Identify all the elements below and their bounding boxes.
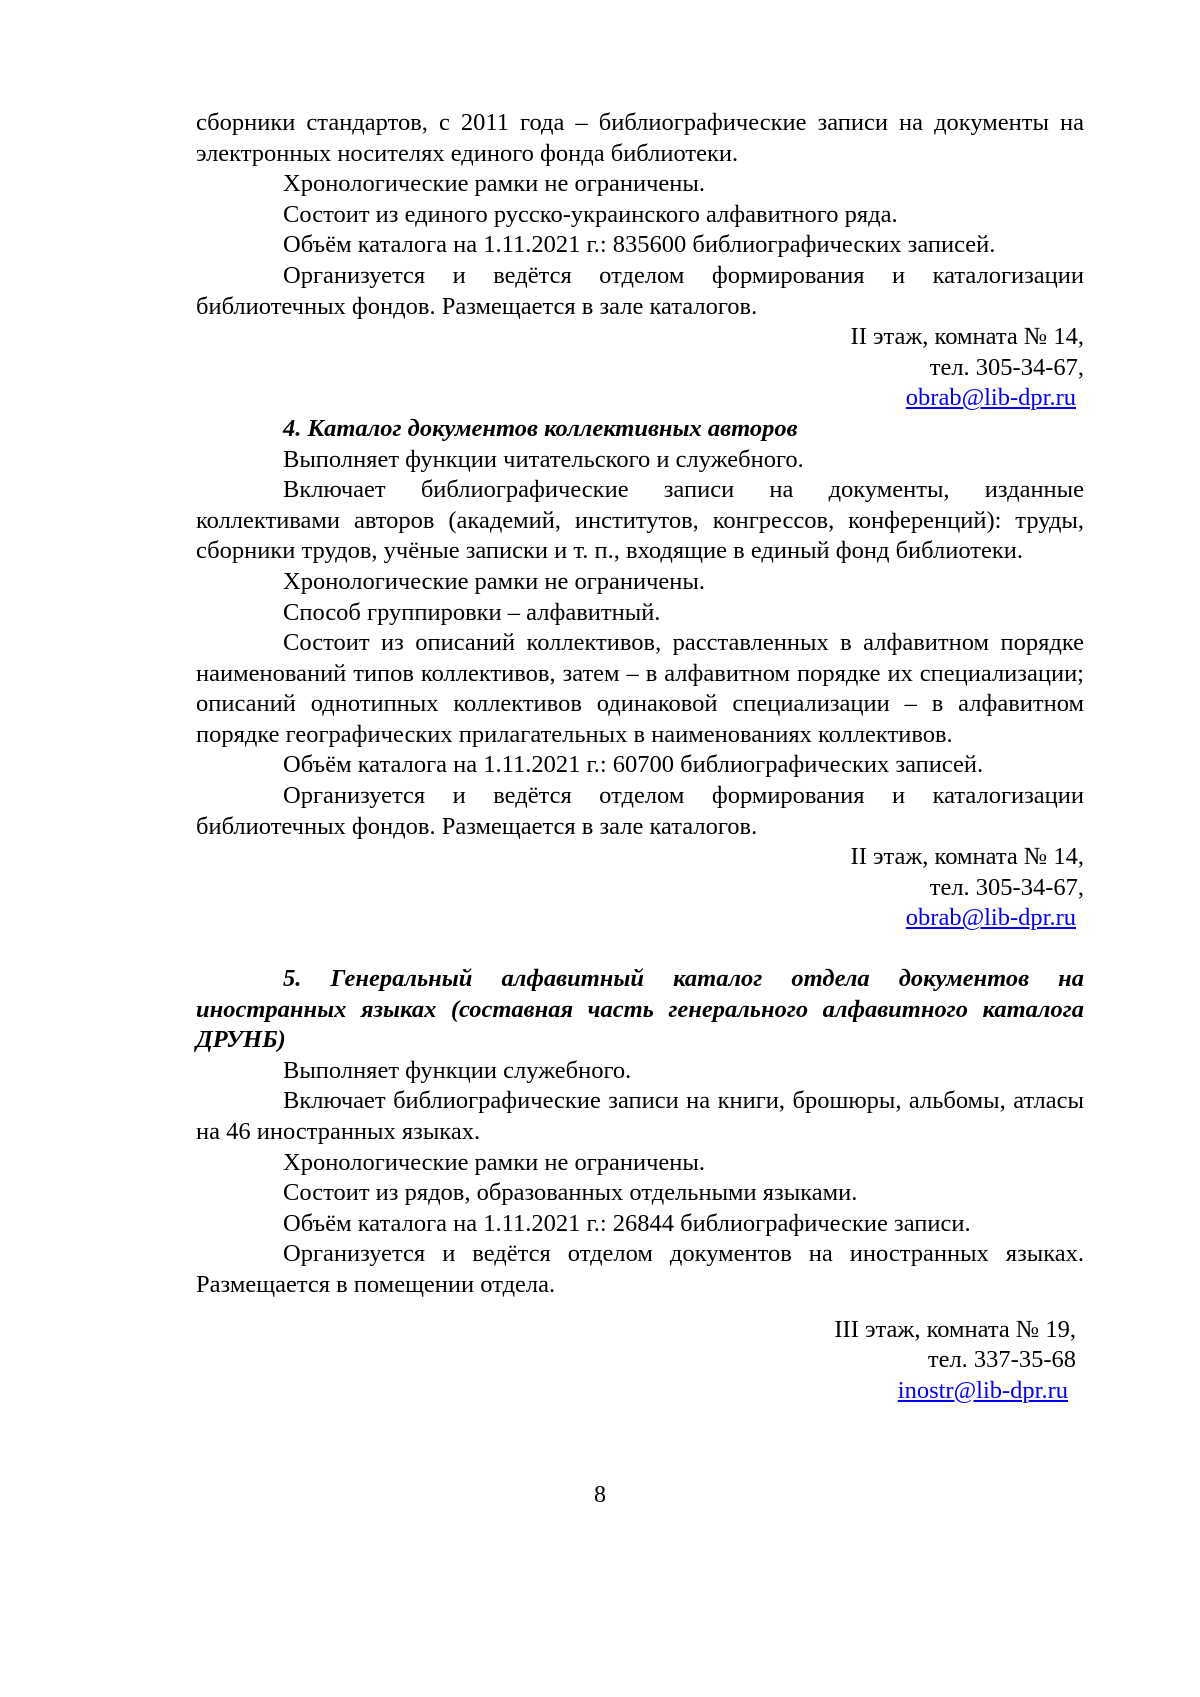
- section4-chrono: Хронологические рамки не ограничены.: [283, 567, 705, 595]
- intro-room: II этаж, комната № 14,: [850, 323, 1084, 351]
- section5-phone: тел. 337-35-68: [927, 1346, 1076, 1374]
- section4-functions: Выполняет функции читательского и служебного.: [283, 445, 804, 473]
- section5-organized: Организуется и ведётся отделом документов на иностранных языках. Размещается в помещении отдела.: [196, 1240, 1084, 1298]
- section5-volume: Объём каталога на 1.11.2021 г.: 26844 библиографические записи.: [283, 1209, 971, 1237]
- intro-chrono: Хронологические рамки не ограничены.: [283, 170, 705, 198]
- contact-spacer: [196, 1301, 1084, 1315]
- intro-series: Состоит из единого русско-украинского алфавитного ряда.: [283, 200, 898, 228]
- section5-consists: Состоит из рядов, образованных отдельными языками.: [283, 1179, 858, 1207]
- section4-includes: Включает библиографические записи на документы, изданные коллективами авторов (академий, институтов, конгрессов, конференций): труды, сборники трудов, учёные записки и т. п., входящие в единый фонд библиотеки.: [196, 476, 1084, 565]
- section5-includes: Включает библиографические записи на книги, брошюры, альбомы, атласы на 46 иностранных языках.: [196, 1087, 1084, 1145]
- section5-room: III этаж, комната № 19,: [834, 1315, 1076, 1343]
- section4-organized: Организуется и ведётся отделом формирования и каталогизации библиотечных фондов. Размещается в зале каталогов.: [196, 782, 1084, 840]
- section4-heading: 4. Каталог документов коллективных авторов: [283, 414, 798, 442]
- page-number: 8: [594, 1482, 606, 1508]
- intro-email-link[interactable]: obrab@lib-dpr.ru: [905, 384, 1076, 412]
- section4-grouping: Способ группировки – алфавитный.: [283, 598, 661, 626]
- section4-phone: тел. 305-34-67,: [929, 873, 1084, 901]
- section4-consists: Состоит из описаний коллективов, расставленных в алфавитном порядке наименований типов коллективов, затем – в алфавитном порядке их специализации; описаний однотипных коллективов одинаковой специализации – в алфавитном порядке географических прилагательных в наименованиях коллективов.: [196, 629, 1084, 748]
- section5-email-line: [196, 1376, 1084, 1407]
- intro-phone: тел. 305-34-67,: [929, 353, 1084, 381]
- section5-heading: 5. Генеральный алфавитный каталог отдела документов на иностранных языках (составная часть генерального алфавитного каталога ДРУНБ): [196, 965, 1084, 1054]
- section4-email-link[interactable]: obrab@lib-dpr.ru: [905, 904, 1076, 932]
- section-spacer: [196, 934, 1084, 964]
- intro-email-line: [196, 383, 1084, 414]
- section5-email-link[interactable]: inostr@lib-dpr.ru: [897, 1376, 1068, 1404]
- document-page: [196, 108, 1084, 1406]
- section5-functions: Выполняет функции служебного.: [283, 1056, 632, 1084]
- section5-chrono: Хронологические рамки не ограничены.: [283, 1148, 705, 1176]
- section4-room: II этаж, комната № 14,: [850, 843, 1084, 871]
- intro-volume: Объём каталога на 1.11.2021 г.: 835600 библиографических записей.: [283, 231, 996, 259]
- section4-email-line: [196, 903, 1084, 934]
- intro-paragraph: сборники стандартов, с 2011 года – библиографические записи на документы на электронных носителях единого фонда библиотеки.: [196, 109, 1084, 167]
- intro-organized: Организуется и ведётся отделом формирования и каталогизации библиотечных фондов. Размещается в зале каталогов.: [196, 261, 1084, 320]
- section4-volume: Объём каталога на 1.11.2021 г.: 60700 библиографических записей.: [283, 751, 984, 779]
